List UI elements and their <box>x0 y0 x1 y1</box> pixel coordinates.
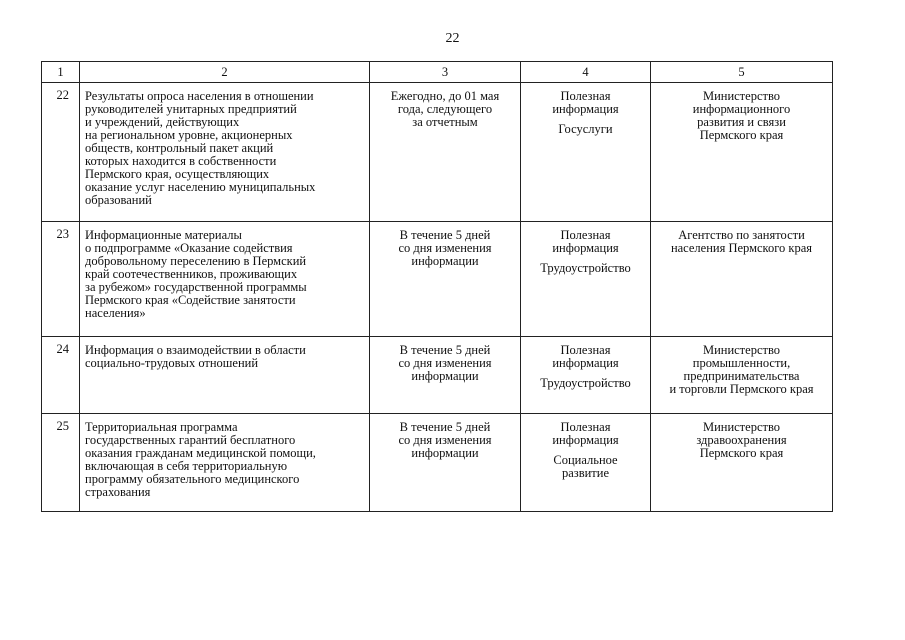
text-line: Результаты опроса населения в отношении <box>85 89 314 103</box>
text-line: информация <box>552 102 619 116</box>
text-line: Пермского края <box>699 128 784 142</box>
text-line: руководителей унитарных предприятий <box>85 102 297 116</box>
table-row <box>42 414 833 512</box>
column-header: 4 <box>521 62 651 83</box>
text-line: Информация о взаимодействии в области <box>85 343 306 357</box>
text-line: В течение 5 дней <box>399 420 491 434</box>
text-line: о подпрограмме «Оказание содействия <box>85 241 293 255</box>
text-line: Полезная <box>560 228 611 242</box>
row-organization <box>651 83 833 222</box>
text-line: со дня изменения <box>398 241 492 255</box>
column-header: 1 <box>42 62 80 83</box>
text-line: страхования <box>85 485 151 499</box>
text-line: информационного <box>692 102 791 116</box>
text-line: Информационные материалы <box>85 228 242 242</box>
page-number: 22 <box>445 31 460 46</box>
text-line: здравоохранения <box>696 433 787 447</box>
text-line: года, следующего <box>397 102 493 116</box>
text-line: государственных гарантий бесплатного <box>85 433 296 447</box>
text-line: со дня изменения <box>398 433 492 447</box>
text-line: информации <box>411 446 479 460</box>
row-description <box>80 337 370 414</box>
text-line: оказания гражданам медицинской помощи, <box>85 446 316 460</box>
text-line: В течение 5 дней <box>399 228 491 242</box>
text-line: оказание услуг населению муниципальных <box>85 180 316 194</box>
text-line: населения» <box>85 306 146 320</box>
row-number: 25 <box>42 414 80 512</box>
text-line: за рубежом» государственной программы <box>85 280 307 294</box>
table-row <box>42 337 833 414</box>
row-description <box>80 83 370 222</box>
text-line: информация <box>552 356 619 370</box>
row-organization <box>651 414 833 512</box>
row-category: Госуслуги <box>558 122 613 136</box>
row-number: 22 <box>42 83 80 222</box>
text-line: Полезная <box>560 420 611 434</box>
row-organization <box>651 337 833 414</box>
text-line: добровольному переселению в Пермский <box>85 254 307 268</box>
row-period <box>370 83 521 222</box>
row-kind <box>521 337 651 414</box>
text-line: предпринимательства <box>683 369 800 383</box>
text-line: и торговли Пермского края <box>669 382 814 396</box>
column-header: 5 <box>651 62 833 83</box>
text-line: программу обязательного медицинского <box>85 472 300 486</box>
text-line: Агентство по занятости <box>678 228 805 242</box>
text-line: информации <box>411 369 479 383</box>
row-kind <box>521 83 651 222</box>
text-line: и учреждений, действующих <box>85 115 240 129</box>
text-line: Министерство <box>702 343 781 357</box>
text-line: Полезная <box>560 89 611 103</box>
row-number: 24 <box>42 337 80 414</box>
column-header: 3 <box>370 62 521 83</box>
row-organization <box>651 222 833 337</box>
text-line: Пермского края, осуществляющих <box>85 167 270 181</box>
row-period <box>370 337 521 414</box>
text-line: социально-трудовых отношений <box>85 356 259 370</box>
text-line: которых находится в собственности <box>85 154 277 168</box>
text-line: Пермского края «Содействие занятости <box>85 293 296 307</box>
table-row <box>42 222 833 337</box>
text-line: на региональном уровне, акционерных <box>85 128 293 142</box>
text-line: обществ, контрольный пакет акций <box>85 141 274 155</box>
row-description <box>80 222 370 337</box>
text-line: Министерство <box>702 89 781 103</box>
row-category: Трудоустройство <box>540 376 631 390</box>
row-period <box>370 222 521 337</box>
row-category: Социальное развитие <box>553 453 618 480</box>
column-header: 2 <box>80 62 370 83</box>
table-row <box>42 83 833 222</box>
text-line: информации <box>411 254 479 268</box>
document-table <box>41 61 833 512</box>
text-line: Ежегодно, до 01 мая <box>390 89 500 103</box>
text-line: Пермского края <box>699 446 784 460</box>
row-number: 23 <box>42 222 80 337</box>
text-line: Министерство <box>702 420 781 434</box>
text-line: Полезная <box>560 343 611 357</box>
text-line: В течение 5 дней <box>399 343 491 357</box>
header-row <box>42 62 833 83</box>
text-line: образований <box>85 193 152 207</box>
text-line: со дня изменения <box>398 356 492 370</box>
text-line: включающая в себя территориальную <box>85 459 288 473</box>
text-line: населения Пермского края <box>670 241 813 255</box>
row-category: Трудоустройство <box>540 261 631 275</box>
text-line: Территориальная программа <box>85 420 238 434</box>
text-line: край соотечественников, проживающих <box>85 267 298 281</box>
row-period <box>370 414 521 512</box>
text-line: информация <box>552 433 619 447</box>
text-line: за отчетным <box>412 115 478 129</box>
text-line: промышленности, <box>692 356 791 370</box>
row-kind <box>521 414 651 512</box>
row-kind <box>521 222 651 337</box>
text-line: развития и связи <box>697 115 786 129</box>
row-description <box>80 414 370 512</box>
text-line: информация <box>552 241 619 255</box>
